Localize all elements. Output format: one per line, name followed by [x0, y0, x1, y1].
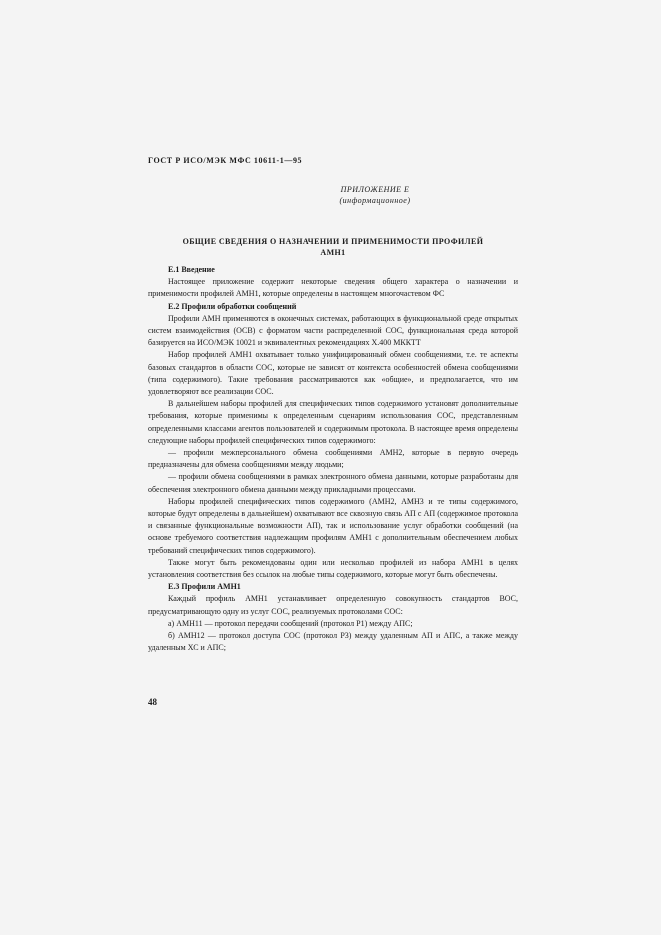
- main-title-line-2: АМН1: [320, 248, 346, 257]
- section-e2-title: Е.2 Профили обработки сообщений: [168, 301, 297, 311]
- section-e2-list-item-1: — профили межперсонального обмена сообщениями АМН2, которые в первую очередь предназначены для обмена сообщениями между людьми;: [148, 448, 518, 470]
- section-e2-paragraph-3: В дальнейшем наборы профилей для специфических типов содержимого установят дополнительные требования, которые применимы к определенным сценариям использования СОС, представленным определенными классами агентов пользователей и содержимым протокола. В настоящее время определены следующие наборы профилей специфических типов содержимого:: [148, 399, 518, 445]
- section-e3-title: Е.3 Профили АМН1: [168, 582, 241, 592]
- section-e3-list-item-b: б) АМН12 — протокол доступа СОС (протокол Р3) между удаленным АП и АПС, а также между удаленным ХС и АПС;: [148, 631, 518, 653]
- body-text: [148, 264, 518, 655]
- section-e2-paragraph-5: Также могут быть рекомендованы один или несколько профилей из набора АМН1 в целях установления соответствия без ссылок на любые типы содержимого, которые могут быть обеспечены.: [148, 557, 518, 580]
- main-title-line-1: ОБЩИЕ СВЕДЕНИЯ О НАЗНАЧЕНИИ И ПРИМЕНИМОСТИ ПРОФИЛЕЙ: [182, 237, 484, 246]
- section-e2-paragraph-2: Набор профилей АМН1 охватывает только унифицированный обмен сообщениями, т.е. те аспекты базовых стандартов в области СОС, которые не зависят от контекста особенностей обмена сообщениями (типа содержимого). Такие требования рассматриваются как «общие», и предполагается, что им удовлетворяют все реализации СОС.: [148, 350, 518, 397]
- section-e1-title: Е.1 Введение: [168, 265, 215, 274]
- page-number: 48: [148, 697, 157, 707]
- document-header: ГОСТ Р ИСО/МЭК МФС 10611-1—95: [148, 156, 303, 165]
- section-e2-paragraph-1: Профили АМН применяются в оконечных системах, работающих в функциональной среде открытых систем взаимодействия (ОСВ) с форматом части распределенной СОС, функциональная среда которой базируется на ИСО/МЭК 10021 и эквивалентных рекомендациях Х.400 МККТТ: [148, 313, 518, 348]
- section-e2-list-item-2: — профили обмена сообщениями в рамках электронного обмена данными, которые разработаны для обеспечения электронного обмена данными между прикладными процессами.: [148, 472, 518, 494]
- appendix-type: (информационное): [339, 196, 411, 205]
- main-title: [148, 236, 518, 258]
- section-e3-paragraph-1: Каждый профиль АМН1 устанавливает определенную совокупность стандартов ВОС, предусматривающую одну из услуг СОС, реализуемых протоколами СОС:: [148, 594, 518, 616]
- section-e2-paragraph-4: Наборы профилей специфических типов содержимого (АМН2, АМН3 и те типы содержимого, которые будут определены в дальнейшем) охватывают все сквозную связь АП с АП (содержимое протокола и связанные функциональные возможности АП), так и использование услуг обработки сообщений (на основе требуемого соответствия надлежащим профилям АМН1 с дополнительным обеспечением любых требований специфических типов содержимого).: [148, 496, 518, 555]
- appendix-label: ПРИЛОЖЕНИЕ Е: [340, 185, 410, 194]
- appendix-heading: [300, 184, 450, 206]
- section-e3-list-item-a: а) АМН11 — протокол передачи сообщений (протокол Р1) между АПС;: [168, 618, 413, 628]
- section-e1-paragraph: Настоящее приложение содержит некоторые сведения общего характера о назначении и применимости профилей АМН1, которые определены в настоящем многочастевом ФС: [148, 277, 518, 299]
